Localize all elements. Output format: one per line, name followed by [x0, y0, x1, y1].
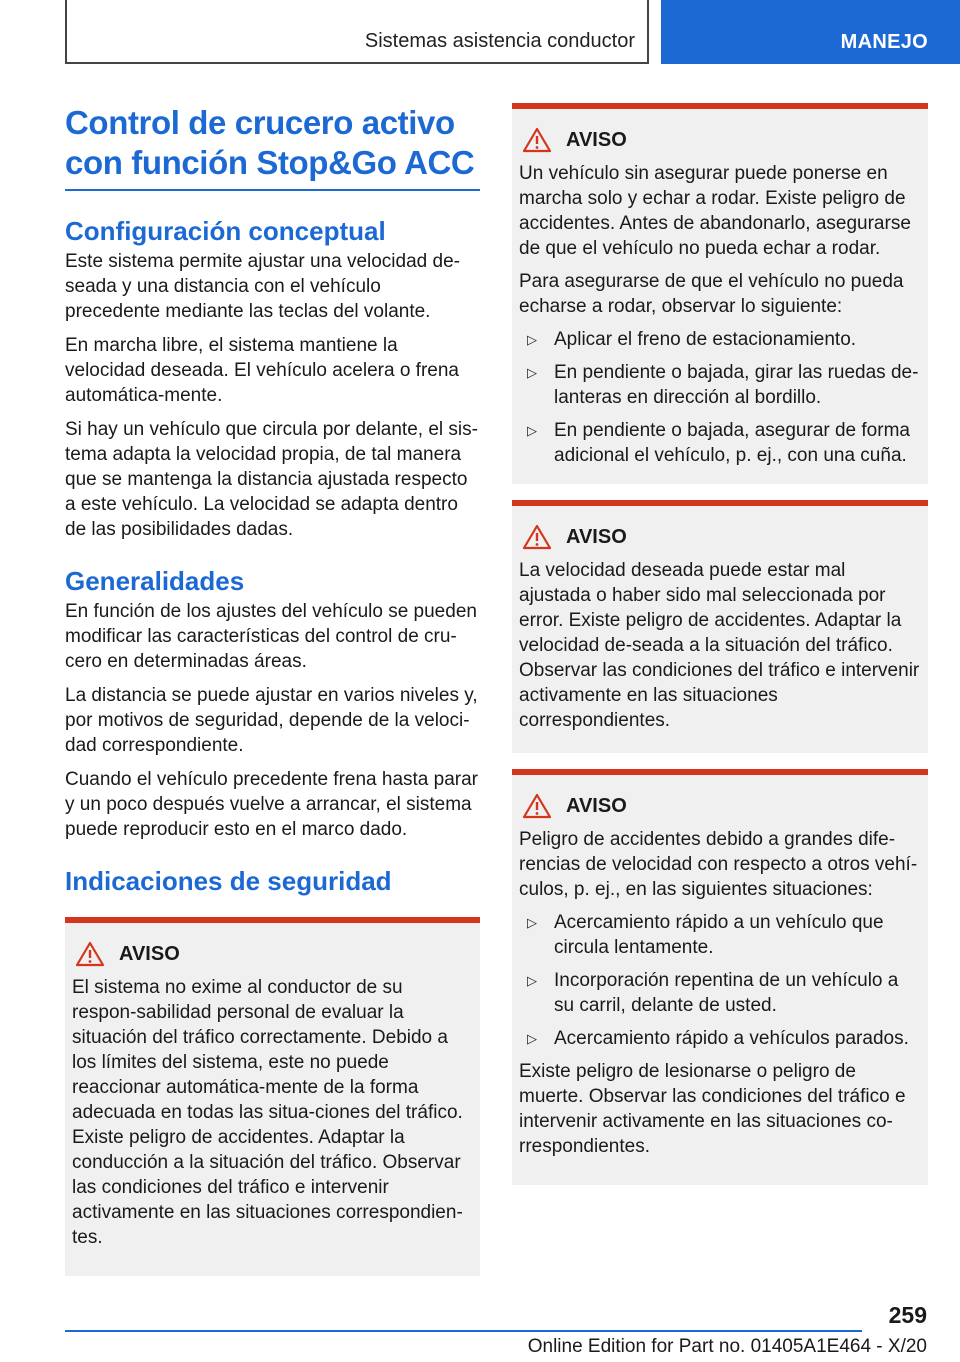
triangle-right-icon: ▷	[527, 973, 537, 988]
paragraph: Si hay un vehículo que circula por delante, el sis-tema adapta la velocidad propia, de tal manera que se mantenga la distancia ajustada respecto a este vehículo. La velocidad se adapta dentro de las posibilidades dadas.	[65, 419, 478, 540]
heading-concept: Configuración conceptual	[65, 216, 386, 246]
right-column	[512, 103, 928, 1185]
triangle-right-icon: ▷	[527, 365, 537, 380]
list-item: ▷ En pendiente o bajada, asegurar de forma adicional el vehículo, p. ej., con una cuña.	[527, 420, 910, 466]
warning-title: AVISO	[119, 942, 180, 965]
warning-box	[512, 769, 928, 1185]
list-item: ▷ Acercamiento rápido a un vehículo que circula lentamente.	[527, 912, 884, 958]
warning-text: Un vehículo sin asegurar puede ponerse en marcha solo y echar a rodar. Existe peligro de accidentes. Antes de abandonarlo, asegurarse de que el vehículo no pueda echar a rodar.	[519, 163, 911, 259]
paragraph: La distancia se puede ajustar en varios niveles y, por motivos de seguridad, depende de la veloci-dad correspondiente.	[65, 685, 478, 756]
list-item: ▷ Acercamiento rápido a vehículos parados.	[527, 1028, 909, 1049]
paragraph: En función de los ajustes del vehículo se pueden modificar las características del control de cru-cero en determinadas áreas.	[65, 601, 477, 672]
warning-header	[519, 125, 920, 155]
heading-general: Generalidades	[65, 566, 245, 596]
warning-text: La velocidad deseada puede estar mal ajustada o haber sido mal seleccionada por error. Existe peligro de accidentes. Adaptar la velocidad de-seada a la situación del tráfico. Observar las condiciones del tráfico e intervenir activamente en las situaciones correspondientes.	[519, 560, 920, 731]
bullet-list	[519, 327, 920, 468]
title-divider	[65, 189, 480, 191]
warning-title: AVISO	[566, 525, 627, 548]
warning-title: AVISO	[566, 794, 627, 817]
chapter-title: MANEJO	[840, 31, 928, 53]
list-item: ▷ Aplicar el freno de estacionamiento.	[527, 329, 857, 350]
chapter-tab	[661, 0, 960, 64]
paragraph: En marcha libre, el sistema mantiene la velocidad deseada. El vehículo acelera o frena automática-mente.	[65, 335, 459, 406]
list-item: ▷ Incorporación repentina de un vehículo a su carril, delante de usted.	[527, 970, 899, 1016]
edition-note: Online Edition for Part no. 01405A1E464 - X/20	[527, 1336, 927, 1357]
footer-divider	[65, 1330, 862, 1332]
bullet-list	[519, 910, 920, 1051]
warning-text: Para asegurarse de que el vehículo no pueda echarse a rodar, observar lo siguiente:	[519, 271, 904, 317]
warning-header	[519, 791, 920, 821]
heading-safety: Indicaciones de seguridad	[65, 866, 392, 896]
paragraph: Este sistema permite ajustar una velocidad de-seada y una distancia con el vehículo precedente mediante las teclas del volante.	[65, 251, 460, 322]
warning-header	[519, 522, 920, 552]
list-item: ▷ En pendiente o bajada, girar las ruedas de-lanteras en dirección al bordillo.	[527, 362, 919, 408]
warning-triangle-icon	[522, 793, 552, 819]
warning-box	[512, 500, 928, 753]
warning-box	[65, 917, 480, 1276]
warning-triangle-icon	[522, 524, 552, 550]
running-header-section	[65, 0, 649, 64]
page-number: 259	[888, 1302, 927, 1328]
triangle-right-icon: ▷	[527, 332, 537, 347]
warning-title: AVISO	[566, 128, 627, 151]
warning-text: Existe peligro de lesionarse o peligro de muerte. Observar las condiciones del tráfico e intervenir activamente en las situaciones co-rrespondientes.	[519, 1061, 906, 1157]
warning-triangle-icon	[75, 941, 105, 967]
triangle-right-icon: ▷	[527, 915, 537, 930]
section-title: Sistemas asistencia conductor	[364, 30, 635, 52]
warning-text: El sistema no exime al conductor de su respon-sabilidad personal de evaluar la situación del tráfico correctamente. Debido a los límites del sistema, este no puede reaccionar automática-mente de la forma adecuada en todas las situa-ciones del tráfico. Existe peligro de accidentes. Adaptar la conducción a la situación del tráfico. Observar las condiciones del tráfico e intervenir activamente en las situaciones correspondien-tes.	[72, 977, 463, 1248]
triangle-right-icon: ▷	[527, 423, 537, 438]
warning-box	[512, 103, 928, 484]
paragraph: Cuando el vehículo precedente frena hasta parar y un poco después vuelve a arrancar, el sistema puede reproducir esto en el marco dado.	[65, 769, 478, 840]
page-title: Control de crucero activo con función Stop&Go ACC	[65, 104, 475, 181]
warning-text: Peligro de accidentes debido a grandes dife-rencias de velocidad con respecto a otros vehí-culos, p. ej., en las siguientes situaciones:	[519, 829, 918, 900]
warning-triangle-icon	[522, 127, 552, 153]
warning-header	[72, 939, 472, 969]
triangle-right-icon: ▷	[527, 1031, 537, 1046]
left-column	[65, 103, 480, 1276]
